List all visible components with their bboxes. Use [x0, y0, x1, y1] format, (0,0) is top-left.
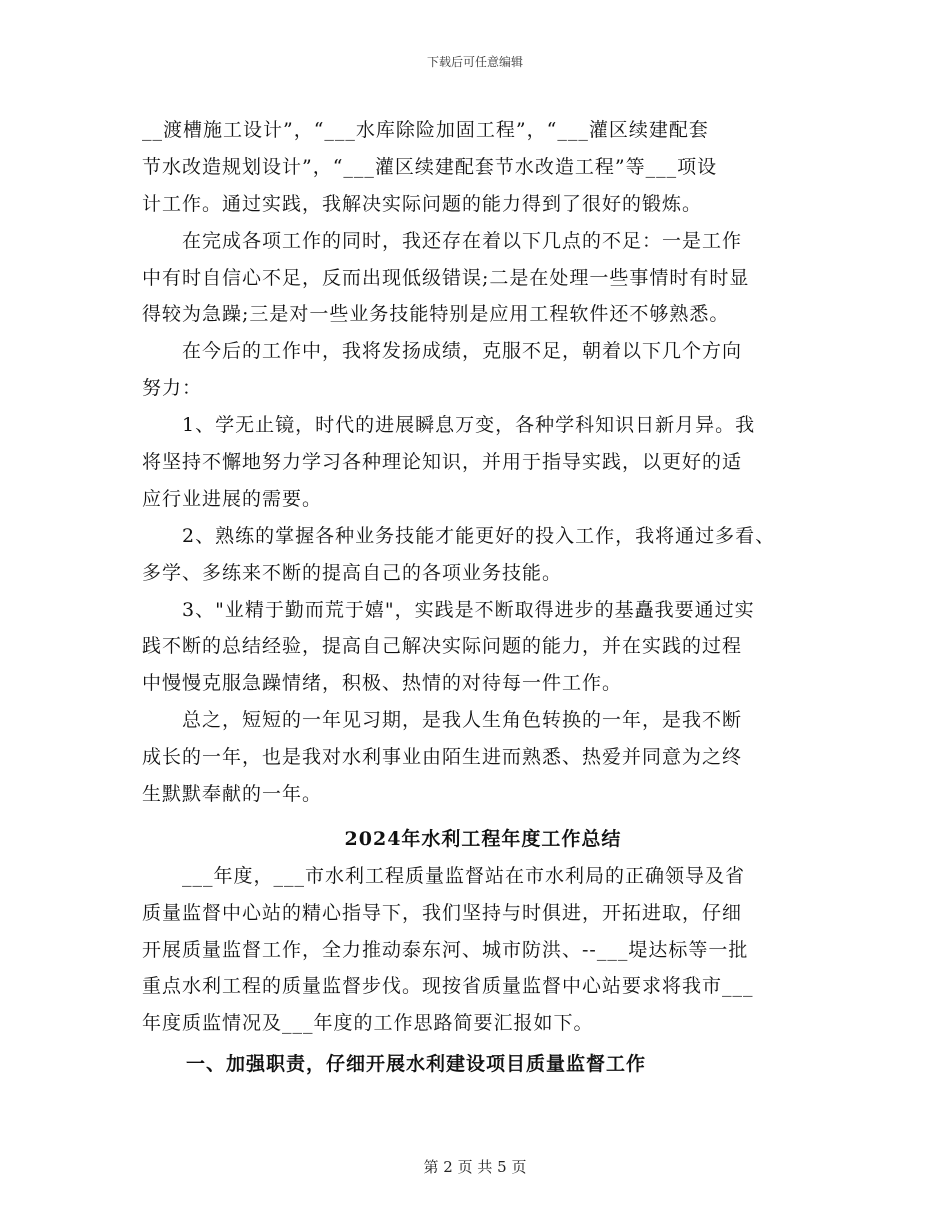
paragraph-line: 1、学无止镜，时代的进展瞬息万变，各种学科知识日新月异。我 [182, 414, 756, 437]
paragraph-line: 3、"业精于勤而荒于嬉"，实践是不断取得进步的基矗我要通过实 [182, 598, 755, 621]
paragraph-line: 中慢慢克服急躁情绪，积极、热情的对待每一件工作。 [142, 672, 623, 695]
paragraph-line: 质量监督中心站的精心指导下，我们坚持与时俱进，开拓进取，仔细 [142, 901, 743, 924]
paragraph-line: 在完成各项工作的同时，我还存在着以下几点的不足：一是工作 [182, 229, 743, 252]
paragraph-line: ___年度，___市水利工程质量监督站在市水利局的正确领导及省 [182, 864, 746, 887]
page-header: 下载后可任意编辑 [426, 55, 523, 69]
paragraph-line: 年度质监情况及___年度的工作思路简要汇报如下。 [142, 1012, 594, 1035]
paragraph-line: 在今后的工作中，我将发扬成绩，克服不足，朝着以下几个方向 [182, 340, 743, 363]
paragraph-line: 应行业进展的需要。 [142, 487, 323, 510]
paragraph-line: 开展质量监督工作，全力推动泰东河、城市防洪、--___堤达标等一批 [142, 938, 749, 961]
document-body [142, 112, 824, 1083]
section-title: 2024年水利工程年度工作总结 [344, 827, 622, 850]
paragraph-line: 践不断的总结经验，提高自己解决实际问题的能力，并在实践的过程 [142, 635, 743, 658]
paragraph-line: 将坚持不懈地努力学习各种理论知识，并用于指导实践，以更好的适 [142, 451, 743, 474]
paragraph-line: 2、熟练的掌握各种业务技能才能更好的投入工作，我将通过多看、 [182, 524, 776, 547]
paragraph-line: 总之，短短的一年见习期，是我人生角色转换的一年，是我不断 [182, 709, 743, 732]
paragraph-line: 重点水利工程的质量监督步伐。现按省质量监督中心站要求将我市___ [142, 975, 754, 998]
paragraph-line: 得较为急躁;三是对一些业务技能特别是应用工程软件还不够熟悉。 [142, 303, 730, 326]
paragraph-line: 节水改造规划设计”，“___灌区续建配套节水改造工程”等___项设 [142, 155, 718, 178]
page-footer: 第 2 页 共 5 页 [423, 1158, 527, 1176]
paragraph-line: 计工作。通过实践，我解决实际问题的能力得到了很好的锻炼。 [142, 192, 703, 215]
paragraph-line: 中有时自信心不足，反而出现低级错误;二是在处理一些事情时有时显 [142, 266, 750, 289]
paragraph-line: __渡槽施工设计”，“___水库除险加固工程”，“___灌区续建配套 [142, 119, 709, 141]
paragraph-line: 生默默奉献的一年。 [142, 783, 323, 806]
subheading: 一、加强职责，仔细开展水利建设项目质量监督工作 [186, 1053, 647, 1076]
paragraph-line: 努力： [142, 377, 203, 400]
paragraph-line: 多学、多练来不断的提高自己的各项业务技能。 [142, 561, 563, 584]
paragraph-line: 成长的一年，也是我对水利事业由陌生进而熟悉、热爱并同意为之终 [142, 746, 743, 769]
